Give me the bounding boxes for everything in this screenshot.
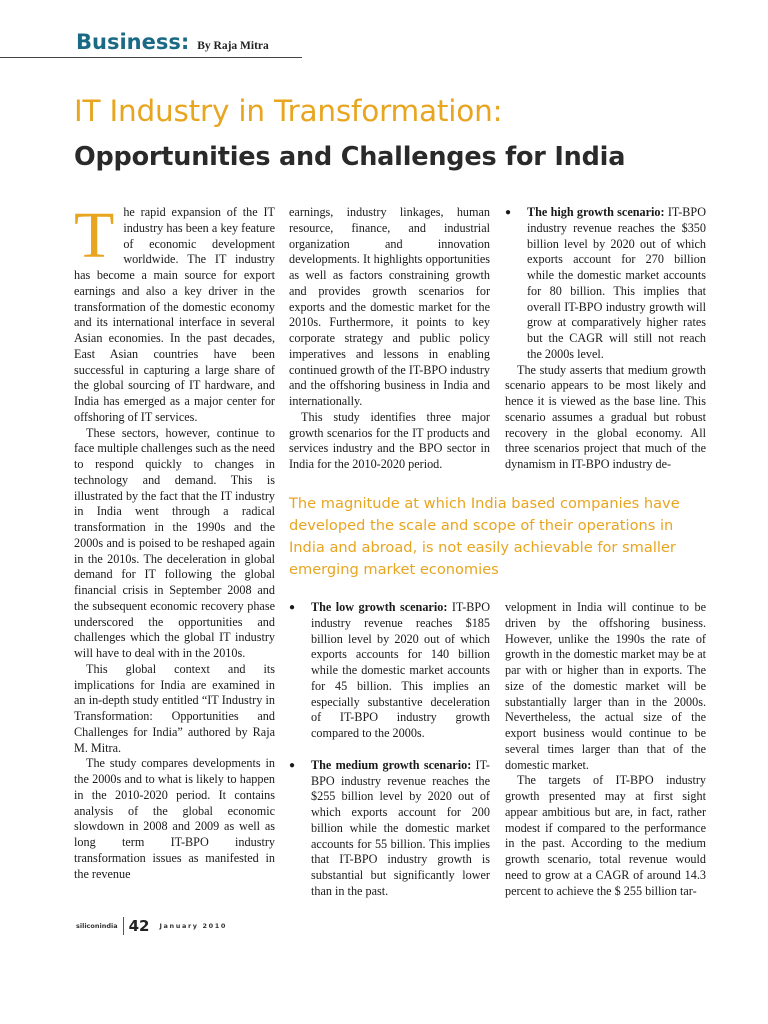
column-2: [289, 205, 490, 473]
bullet-text: IT-BPO industry revenue reaches the $350 billion level by 2020 out of which exports account for 270 billion while the domestic market accounts for 80 billion. This implies that overall IT-BPO industry growth will grow at comparatively higher rates but the CAGR will still not reach the 2000s level.: [527, 205, 707, 361]
drop-cap: T: [74, 199, 115, 272]
bullet-label: The low growth scenario:: [311, 600, 448, 614]
byline: By Raja Mitra: [197, 40, 269, 52]
column-2-lower: [289, 600, 490, 900]
low-growth-bullet: [289, 600, 490, 742]
bullet-text: IT-BPO industry revenue reaches $185 billion level by 2020 out of which exports accounts for 140 billion while the domestic market accounts for 45 billion. This implies an especially substantive deceleration of IT-BPO industry growth compared to the 2000s.: [311, 600, 491, 740]
paragraph: velopment in India will continue to be driven by the offshoring business. However, unlike the 1990s the rate of growth in the domestic market may be at par with or higher than in exports. The size of the domestic market will be substantially larger than in the 2000s. Nevertheless, the actual size of the export business would continue to be several times larger than that of the domestic market.: [505, 600, 706, 772]
column-1: [74, 199, 276, 882]
paragraph: These sectors, however, continue to face multiple challenges such as the need to respond quickly to changes in technology and demand. This is illustrated by the fact that the IT industry in India went through a radical transformation in the 1990s and the 2000s and is poised to be reshaped again in the 2010s. The deceleration in global demand for IT following the global financial crisis in September 2008 and the subsequent economic recovery phase underscored the opportunities and challenges which the global IT industry will have to deal with in the 2010s.: [74, 425, 276, 660]
pull-quote: The magnitude at which India based companies have developed the scale and scope of their operations in India and abroad, is not easily achievable for smaller emerging market economies: [289, 495, 680, 578]
magazine-logo: siliconindia: [76, 922, 118, 930]
bullet-label: The high growth scenario:: [527, 205, 665, 219]
paragraph: The study compares developments in the 2000s and to what is likely to happen in the 2010-2020 period. It contains analysis of the global economic slowdown in 2008 and 2009 as well as long term IT-BPO industry transformation issues as manifested in the revenue: [74, 756, 275, 881]
header-rule: [0, 57, 302, 58]
paragraph: This global context and its implications for India are examined in an in-depth study entitled “IT Industry in Transformation: Opportunities and Challenges for India” authored by Raja M. Mitra.: [74, 661, 275, 755]
article-subtitle: Opportunities and Challenges for India: [74, 142, 626, 172]
column-3-lower: [505, 600, 706, 899]
page-number: 42: [128, 917, 150, 935]
page-footer: [76, 917, 227, 935]
paragraph: he rapid expansion of the IT industry has been a key feature of economic development worldwide. The IT industry has become a main source for export earnings and also a key driver in the transformation of the domestic economy and its international interface in several Asian economies. In the past decades, East Asian countries have been successful in capturing a large share of the global sourcing of IT hardware, and India has emerged as a major center for offshoring of IT services.: [74, 205, 275, 424]
issue-date: January 2010: [159, 922, 227, 930]
section-header: [76, 30, 269, 54]
section-name: Business:: [76, 30, 190, 54]
bullet-label: The medium growth scenario:: [311, 757, 472, 772]
paragraph: The study asserts that medium growth scenario appears to be most likely and hence it is viewed as the base line. This scenario assumes a gradual but robust recovery in the global economy. All three scenarios project that much of the dynamism in IT-BPO industry de-: [505, 362, 706, 471]
column-3: [505, 205, 706, 473]
medium-growth-bullet: [289, 758, 490, 900]
article-title: IT Industry in Transformation:: [74, 94, 503, 128]
paragraph: earnings, industry linkages, human resource, finance, and industrial organization and innovation developments. It highlights opportunities as well as factors constraining growth and provides growth scenarios for exports and the domestic market for the 2010s. Furthermore, it points to key corporate strategy and public policy imperatives and lessons in enabling continued growth of the IT-BPO industry and the offshoring business in India and internationally.: [289, 205, 490, 408]
footer-divider: [123, 917, 124, 935]
paragraph: This study identifies three major growth scenarios for the IT products and services industry and the BPO sector in India for the 2010-2020 period.: [289, 409, 490, 471]
paragraph: The targets of IT-BPO industry growth presented may at first sight appear ambitious but are, in fact, rather modest if compared to the performance in the past. According to the medium growth scenario, total revenue would need to grow at a CAGR of around 14.3 percent to achieve the $ 255 billion tar-: [505, 773, 706, 898]
high-growth-bullet: [505, 205, 706, 363]
bullet-text: IT-BPO industry revenue reaches the $255 billion level by 2020 out of which exports account for 200 billion while the domestic market accounts for 55 billion. This implies that IT-BPO industry growth is substantial but significantly lower than in the past.: [311, 757, 490, 898]
